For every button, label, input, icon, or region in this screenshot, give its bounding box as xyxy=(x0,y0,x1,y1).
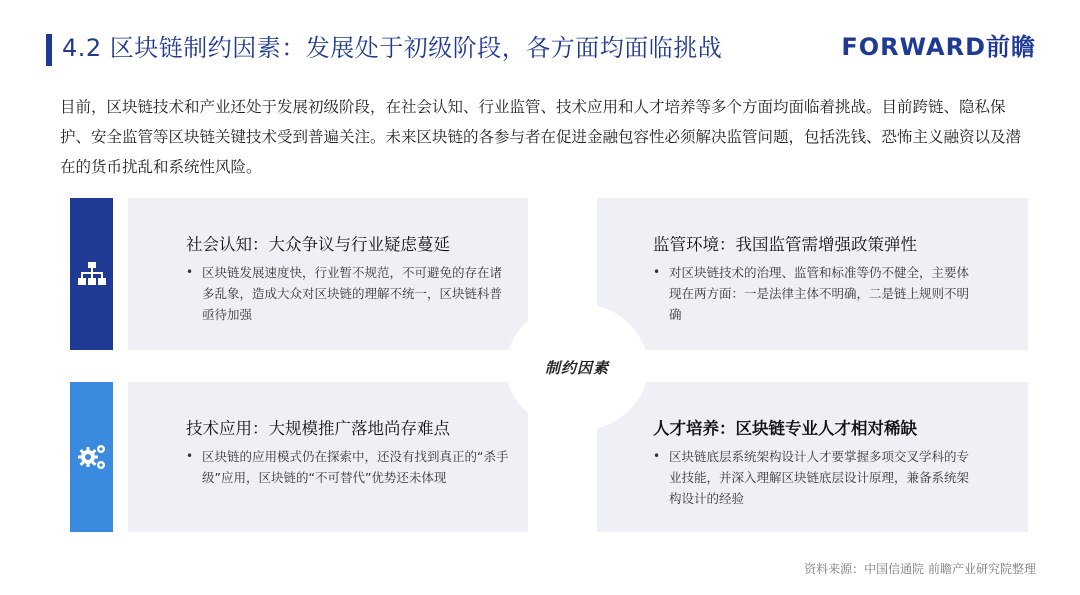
card-body: 对区块链技术的治理、监管和标准等仍不健全，主要体现在两方面：一是法律主体不明确，二是链上规则不明确 xyxy=(669,265,970,322)
card-title: 技术应用：大规模推广落地尚存难点 xyxy=(186,419,450,438)
card-social-awareness xyxy=(128,198,528,350)
card-tech-application xyxy=(128,382,528,532)
org-chart-icon-box xyxy=(70,198,113,350)
source-note: 资料来源：中国信通院 前瞻产业研究院整理 xyxy=(804,562,1036,576)
card-title: 监管环境：我国监管需增强政策弹性 xyxy=(653,235,917,254)
title-accent-bar xyxy=(46,34,52,66)
brand-logo: FORWARD前瞻 xyxy=(841,33,1036,61)
card-body: 区块链的应用模式仍在探索中，还没有找到真正的“杀手级”应用，区块链的“不可替代”优势还未体现 xyxy=(202,449,509,485)
page-title: 4.2 区块链制约因素：发展处于初级阶段，各方面均面临挑战 xyxy=(62,34,723,62)
gears-icon-box xyxy=(70,382,113,532)
center-circle xyxy=(506,303,648,431)
card-title: 社会认知：大众争议与行业疑虑蔓延 xyxy=(186,235,450,254)
org-chart-icon xyxy=(77,261,107,287)
card-body: 区块链底层系统架构设计人才要掌握多项交叉学科的专业技能，并深入理解区块链底层设计原理，兼备系统架构设计的经验 xyxy=(669,449,970,506)
bullet-dot: • xyxy=(186,449,194,463)
card-body: 区块链发展速度快，行业暂不规范，不可避免的存在诸多乱象，造成大众对区块链的理解不统一，区块链科普亟待加强 xyxy=(202,265,503,322)
card-regulation xyxy=(597,198,1028,350)
bullet-dot: • xyxy=(653,449,661,463)
card-talent xyxy=(597,382,1028,532)
bullet-dot: • xyxy=(653,265,661,279)
bullet-dot: • xyxy=(186,265,194,279)
center-label: 制约因素 xyxy=(544,358,609,377)
card-title: 人才培养：区块链专业人才相对稀缺 xyxy=(653,419,917,438)
gears-icon xyxy=(76,441,108,473)
intro-paragraph: 目前，区块链技术和产业还处于发展初级阶段，在社会认知、行业监管、技术应用和人才培养等多个方面均面临着挑战。目前跨链、隐私保护、安全监管等区块链关键技术受到普遍关注。未来区块链的各参与者在促进金融包容性必须解决监管问题，包括洗钱、恐怖主义融资以及潜在的货币扰乱和系统性风险。 xyxy=(60,98,1022,176)
